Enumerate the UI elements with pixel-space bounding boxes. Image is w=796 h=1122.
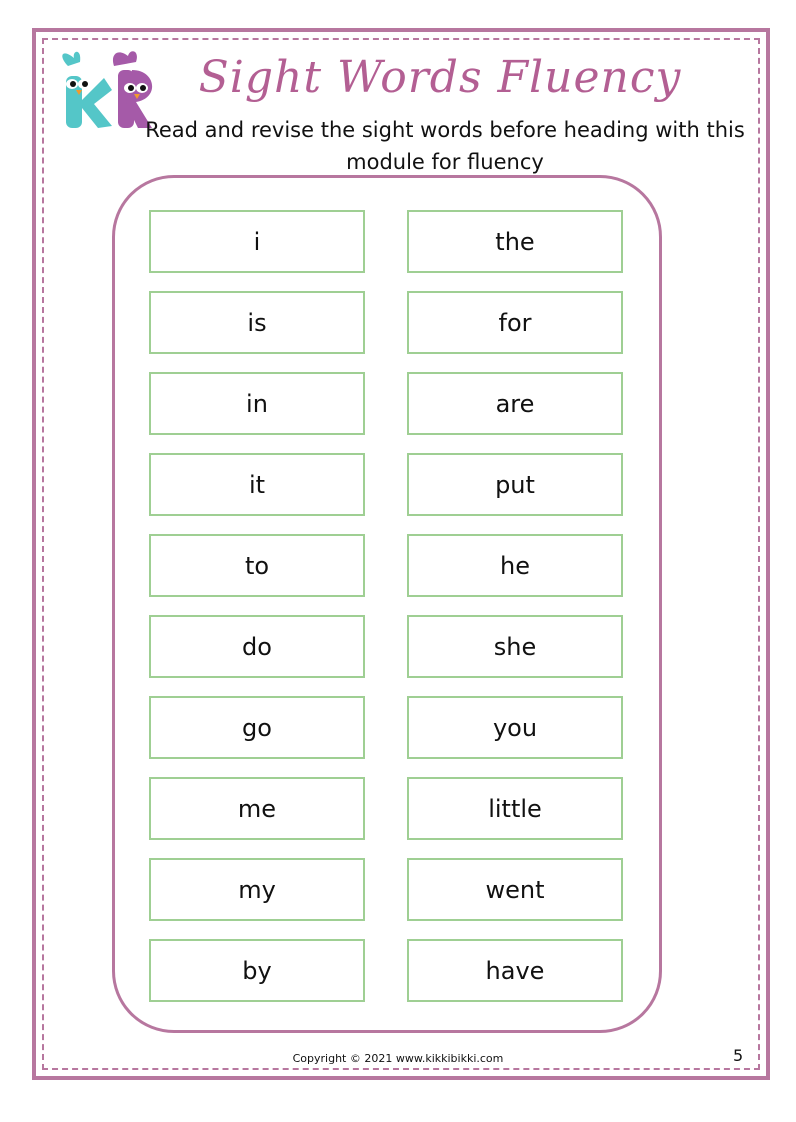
page-title: Sight Words Fluency	[198, 52, 682, 103]
word-card: is	[149, 291, 365, 354]
word-card: went	[407, 858, 623, 921]
word-card: it	[149, 453, 365, 516]
word-card: have	[407, 939, 623, 1002]
copyright-text: Copyright © 2021 www.kikkibikki.com	[292, 1052, 504, 1065]
word-card: are	[407, 372, 623, 435]
word-card: i	[149, 210, 365, 273]
page-number: 5	[733, 1046, 744, 1065]
word-card: me	[149, 777, 365, 840]
word-card: for	[407, 291, 623, 354]
word-card: he	[407, 534, 623, 597]
word-card: go	[149, 696, 365, 759]
word-card: in	[149, 372, 365, 435]
word-card: by	[149, 939, 365, 1002]
word-card: you	[407, 696, 623, 759]
word-card: she	[407, 615, 623, 678]
word-card: do	[149, 615, 365, 678]
word-card: the	[407, 210, 623, 273]
word-card: my	[149, 858, 365, 921]
word-card: put	[407, 453, 623, 516]
word-card: little	[407, 777, 623, 840]
word-card: to	[149, 534, 365, 597]
instructions-text: Read and revise the sight words before heading with this module for fluency	[145, 118, 745, 174]
word-grid	[149, 210, 623, 1002]
